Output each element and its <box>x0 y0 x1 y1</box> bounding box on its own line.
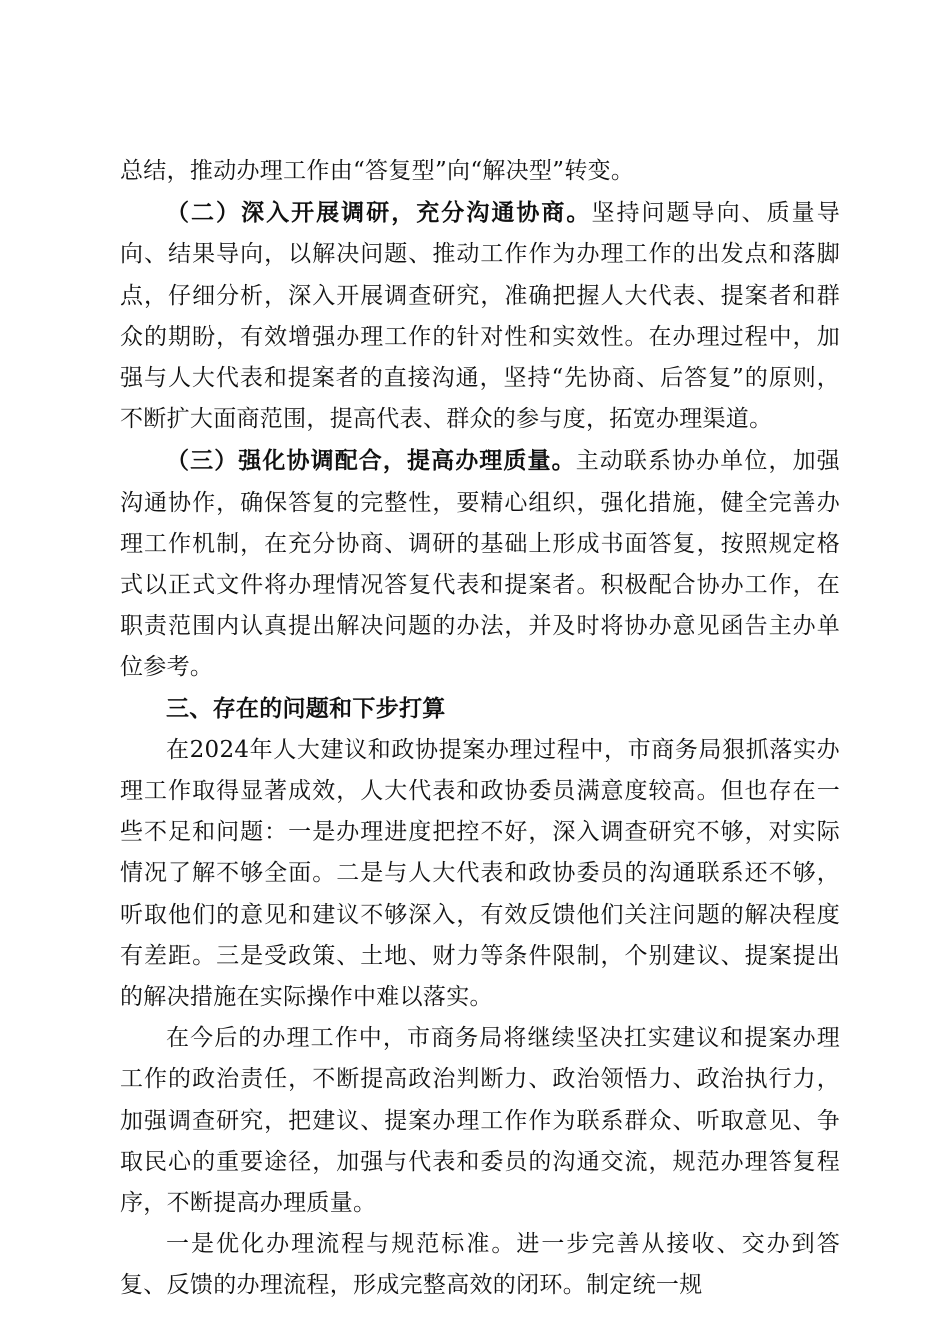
paragraph-text: 一是优化办理流程与规范标准。进一步完善从接收、交办到答复、反馈的办理流程，形成完整高效的闭环。制定统一规 <box>120 1231 840 1299</box>
section-heading-problems-plans <box>120 689 840 730</box>
paragraph-research-consultation <box>120 192 840 440</box>
paragraph-optimize-process <box>120 1224 840 1306</box>
paragraph-text: 主动联系协办单位，加强沟通协作，确保答复的完整性，要精心组织，强化措施，健全完善办理工作机制，在充分协商、调研的基础上形成书面答复，按照规定格式以正式文件将办理情况答复代表和提案者。积极配合协办工作，在职责范围内认真提出解决问题的办法，并及时将协办意见函告主办单位参考。 <box>120 448 840 681</box>
paragraph-coordination-quality <box>120 440 840 688</box>
paragraph-lead-heading: （二）深入开展调研，充分沟通协商。 <box>166 199 592 227</box>
section-heading-text: 三、存在的问题和下步打算 <box>166 695 446 722</box>
paragraph-text: 总结，推动办理工作由“答复型”向“解决型”转变。 <box>120 158 635 184</box>
paragraph-text: 在今后的办理工作中，市商务局将继续坚决扛实建议和提案办理工作的政治责任，不断提高政治判断力、政治领悟力、政治执行力，加强调查研究，把建议、提案办理工作作为联系群众、听取意见、争取民心的重要途径，加强与代表和委员的沟通交流，规范办理答复程序，不断提高办理质量。 <box>120 1025 840 1217</box>
paragraph-future-work <box>120 1018 840 1224</box>
paragraph-summary-continuation <box>120 151 840 192</box>
paragraph-text: 坚持问题导向、质量导向、结果导向，以解决问题、推动工作作为办理工作的出发点和落脚点，仔细分析，深入开展调查研究，准确把握人大代表、提案者和群众的期盼，有效增强办理工作的针对性和实效性。在办理过程中，加强与人大代表和提案者的直接沟通，坚持“先协商、后答复”的原则，不断扩大面商范围，提高代表、群众的参与度，拓宽办理渠道。 <box>120 200 840 433</box>
paragraph-text: 在2024年人大建议和政协提案办理过程中，市商务局狠抓落实办理工作取得显著成效，人大代表和政协委员满意度较高。但也存在一些不足和问题：一是办理进度把控不好，深入调查研究不够，对实际情况了解不够全面。二是与人大代表和政协委员的沟通联系还不够，听取他们的意见和建议不够深入，有效反馈他们关注问题的解决程度有差距。三是受政策、土地、财力等条件限制，个别建议、提案提出的解决措施在实际操作中难以落实。 <box>120 736 840 1011</box>
paragraph-lead-heading: （三）强化协调配合，提高办理质量。 <box>166 447 576 475</box>
paragraph-problems <box>120 730 840 1018</box>
document-body <box>120 151 840 1307</box>
